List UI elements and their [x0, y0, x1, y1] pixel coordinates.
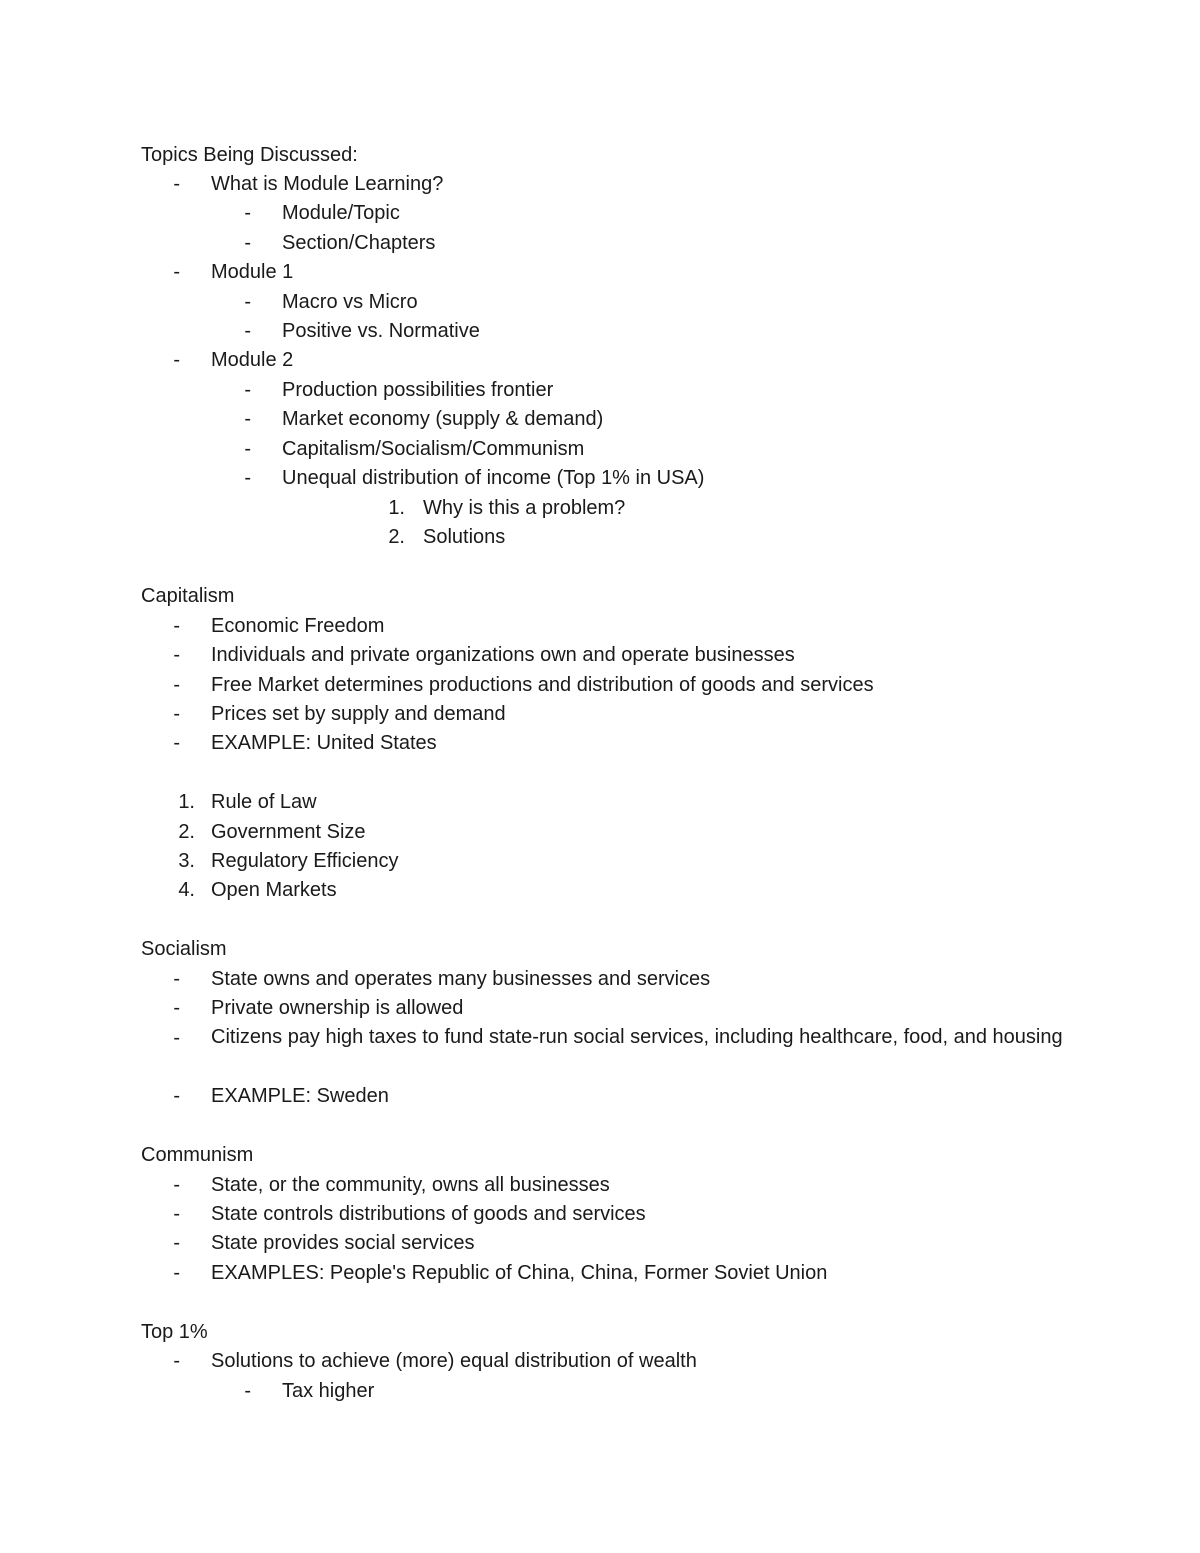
bullet-marker: -	[173, 173, 180, 195]
bullet-marker: -	[173, 997, 180, 1019]
list-item: Government Size	[211, 821, 366, 843]
bullet-marker: -	[173, 1085, 180, 1107]
bullet-marker: -	[173, 674, 180, 696]
bullet-marker: -	[173, 644, 180, 666]
bullet-marker: -	[173, 349, 180, 371]
list-item: Positive vs. Normative	[282, 320, 480, 342]
bullet-marker: -	[173, 1232, 180, 1254]
list-item: Module 1	[211, 261, 294, 283]
list-item: EXAMPLE: Sweden	[211, 1085, 389, 1107]
number-marker: 2.	[388, 526, 405, 548]
list-item: Tax higher	[282, 1380, 375, 1402]
section-heading-top1: Top 1%	[141, 1321, 208, 1343]
bullet-marker: -	[173, 261, 180, 283]
number-marker: 4.	[178, 879, 195, 901]
bullet-marker: -	[173, 703, 180, 725]
bullet-marker: -	[244, 320, 251, 342]
list-item: Market economy (supply & demand)	[282, 408, 604, 430]
list-item: Solutions to achieve (more) equal distribution of wealth	[211, 1350, 697, 1372]
list-item: Prices set by supply and demand	[211, 703, 506, 725]
bullet-marker: -	[173, 1174, 180, 1196]
bullet-marker: -	[244, 467, 251, 489]
list-item: Regulatory Efficiency	[211, 850, 399, 872]
bullet-marker: -	[244, 1380, 251, 1402]
bullet-marker: -	[173, 732, 180, 754]
bullet-marker: -	[244, 291, 251, 313]
bullet-marker: -	[244, 379, 251, 401]
bullet-marker: -	[244, 202, 251, 224]
section-heading-capitalism: Capitalism	[141, 585, 235, 607]
bullet-marker: -	[173, 1262, 180, 1284]
list-item: Citizens pay high taxes to fund state-run social services, including healthcare, food, and housing	[211, 1026, 1063, 1048]
list-item: Capitalism/Socialism/Communism	[282, 438, 585, 460]
number-marker: 2.	[178, 821, 195, 843]
list-item: EXAMPLE: United States	[211, 732, 437, 754]
list-item: Unequal distribution of income (Top 1% in USA)	[282, 467, 705, 489]
bullet-marker: -	[244, 232, 251, 254]
list-item: State provides social services	[211, 1232, 475, 1254]
bullet-marker: -	[173, 1350, 180, 1372]
bullet-marker: -	[173, 615, 180, 637]
list-item: Individuals and private organizations own and operate businesses	[211, 644, 795, 666]
bullet-marker: -	[173, 1027, 180, 1049]
section-heading-communism: Communism	[141, 1144, 254, 1166]
number-marker: 3.	[178, 850, 195, 872]
list-item: Module/Topic	[282, 202, 400, 224]
bullet-marker: -	[244, 408, 251, 430]
list-item: What is Module Learning?	[211, 173, 444, 195]
list-item: EXAMPLES: People's Republic of China, China, Former Soviet Union	[211, 1262, 828, 1284]
list-item: Module 2	[211, 349, 294, 371]
list-item: Private ownership is allowed	[211, 997, 464, 1019]
list-item: Free Market determines productions and distribution of goods and services	[211, 674, 874, 696]
bullet-marker: -	[244, 438, 251, 460]
bullet-marker: -	[173, 1203, 180, 1225]
section-heading-topics: Topics Being Discussed:	[141, 144, 358, 166]
list-item: Solutions	[423, 526, 506, 548]
list-item: Macro vs Micro	[282, 291, 418, 313]
list-item: Rule of Law	[211, 791, 317, 813]
section-heading-socialism: Socialism	[141, 938, 227, 960]
list-item: State controls distributions of goods and services	[211, 1203, 646, 1225]
list-item: Section/Chapters	[282, 232, 436, 254]
list-item: Economic Freedom	[211, 615, 385, 637]
list-item: Production possibilities frontier	[282, 379, 554, 401]
list-item: Open Markets	[211, 879, 337, 901]
number-marker: 1.	[388, 497, 405, 519]
list-item: State owns and operates many businesses and services	[211, 968, 711, 990]
list-item: State, or the community, owns all businesses	[211, 1174, 610, 1196]
bullet-marker: -	[173, 968, 180, 990]
list-item: Why is this a problem?	[423, 497, 626, 519]
number-marker: 1.	[178, 791, 195, 813]
